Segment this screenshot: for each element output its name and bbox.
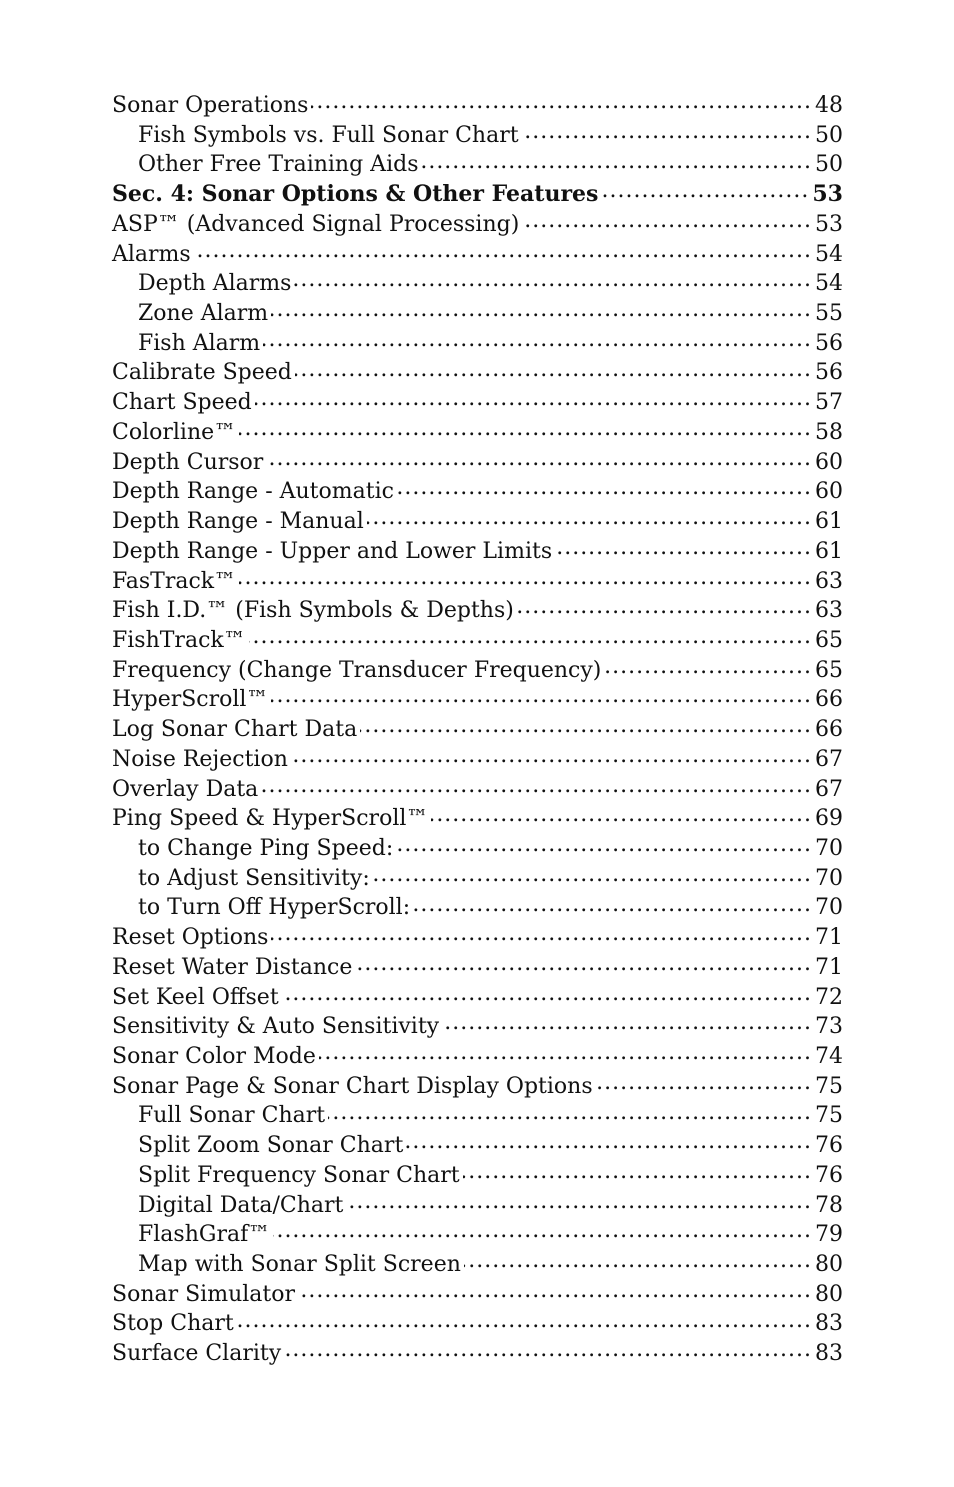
dot-leader [295,357,812,379]
toc-entry[interactable] [112,566,843,596]
toc-entry[interactable] [112,595,843,625]
toc-entry-title: Depth Alarms [138,271,292,297]
toc-entry-page-number: 65 [815,627,843,653]
toc-entry-title: Other Free Training Aids [138,152,419,178]
toc-entry-title: FishTrack™ [112,627,246,653]
toc-entry[interactable] [112,90,843,120]
toc-entry[interactable] [112,476,843,506]
toc-entry[interactable] [112,506,843,536]
toc-entry[interactable] [112,684,843,714]
toc-entry-title: Stop Chart [112,1311,234,1337]
toc-entry-page-number: 65 [815,657,843,683]
toc-entry-title: HyperScroll™ [112,687,269,713]
toc-entry-page-number: 75 [815,1103,843,1129]
dot-leader [464,1249,812,1271]
dot-leader [294,268,812,290]
dot-leader [555,536,812,558]
dot-leader [346,1190,812,1212]
dot-leader [237,1308,812,1330]
toc-entry[interactable] [112,209,843,239]
toc-entry[interactable] [112,536,843,566]
toc-entry-page-number: 53 [812,181,843,208]
toc-entry[interactable] [112,120,843,150]
dot-leader [298,1279,812,1301]
toc-entry[interactable] [112,744,843,774]
toc-entry-title: Depth Range - Manual [112,509,364,535]
toc-entry[interactable] [112,1130,843,1160]
toc-entry[interactable] [112,655,843,685]
toc-entry[interactable] [112,863,843,893]
dot-leader [397,476,812,498]
toc-entry[interactable] [112,268,843,298]
toc-entry-page-number: 61 [815,538,843,564]
toc-entry[interactable] [112,803,843,833]
toc-entry-page-number: 76 [815,1162,843,1188]
toc-entry-title: Zone Alarm [138,301,269,327]
dot-leader [282,982,812,1004]
toc-entry-title: Full Sonar Chart [138,1103,326,1129]
toc-entry-title: Alarms [112,241,191,267]
dot-leader [601,179,809,201]
toc-entry-title: Sensitivity & Auto Sensitivity [112,1014,440,1040]
toc-entry[interactable] [112,982,843,1012]
dot-leader [522,120,812,142]
dot-leader [328,1100,812,1122]
dot-leader [396,833,812,855]
toc-entry[interactable] [112,1249,843,1279]
dot-leader [517,595,812,617]
toc-entry-page-number: 67 [815,746,843,772]
dot-leader [284,1338,812,1360]
dot-leader [406,1130,812,1152]
toc-entry[interactable] [112,1308,843,1338]
toc-section-heading[interactable] [112,179,843,209]
toc-entry-page-number: 57 [815,390,843,416]
dot-leader [360,714,812,736]
toc-entry-title: Digital Data/Chart [138,1192,344,1218]
dot-leader [266,447,812,469]
toc-entry-page-number: 60 [815,449,843,475]
toc-entry-title: ASP™ (Advanced Signal Processing) [112,211,520,237]
toc-entry-title: Reset Options [112,925,269,951]
dot-leader [355,952,812,974]
toc-entry-page-number: 80 [815,1252,843,1278]
dot-leader [271,922,812,944]
dot-leader [413,892,812,914]
dot-leader [522,209,812,231]
toc-entry-page-number: 70 [815,895,843,921]
toc-entry[interactable] [112,357,843,387]
dot-leader [291,744,812,766]
toc-entry-page-number: 73 [815,1014,843,1040]
dot-leader [421,149,812,171]
toc-entry-title: Overlay Data [112,776,259,802]
dot-leader [263,328,812,350]
dot-leader [239,417,812,439]
toc-entry-page-number: 70 [815,835,843,861]
toc-entry-page-number: 58 [815,419,843,445]
toc-entry-title: Log Sonar Chart Data [112,717,358,743]
toc-entry[interactable] [112,922,843,952]
dot-leader [249,625,812,647]
toc-entry-page-number: 70 [815,865,843,891]
toc-entry[interactable] [112,1100,843,1130]
toc-entry-page-number: 56 [815,330,843,356]
toc-entry-title: Split Zoom Sonar Chart [138,1133,404,1159]
toc-entry-page-number: 74 [815,1044,843,1069]
dot-leader [604,655,812,677]
dot-leader [273,1219,812,1241]
toc-entry-title: FasTrack™ [112,568,237,594]
toc-entry[interactable] [112,625,843,655]
toc-entry-title: Chart Speed [112,390,252,416]
toc-entry-page-number: 63 [815,568,843,594]
toc-entry-page-number: 50 [815,152,843,178]
toc-entry-page-number: 55 [815,301,843,327]
toc-entry-title: Reset Water Distance [112,954,353,980]
toc-entry[interactable] [112,447,843,477]
dot-leader [239,566,812,588]
toc-entry-title: Noise Rejection [112,746,288,772]
toc-entry-page-number: 76 [815,1133,843,1159]
toc-entry[interactable] [112,328,843,358]
dot-leader [373,863,812,885]
toc-entry-page-number: 56 [815,360,843,386]
toc-entry-page-number: 66 [815,687,843,713]
dot-leader [271,298,812,320]
toc-entry-page-number: 80 [815,1281,843,1307]
dot-leader [311,90,812,112]
toc-entry-page-number: 50 [815,122,843,148]
toc-entry-page-number: 54 [815,241,843,267]
toc-entry[interactable] [112,833,843,863]
dot-leader [194,239,812,261]
toc-entry-title: Fish Alarm [138,330,261,356]
toc-entry-title: Ping Speed & HyperScroll™ [112,806,429,832]
toc-entry-page-number: 69 [815,806,843,832]
toc-entry[interactable] [112,1041,843,1071]
toc-entry[interactable] [112,1279,843,1309]
toc-entry-title: Colorline™ [112,419,237,445]
toc-entry-title: to Adjust Sensitivity: [138,865,370,891]
toc-entry-title: Set Keel Offset [112,984,279,1010]
toc-entry-title: Sonar Color Mode [112,1044,316,1069]
toc-entry[interactable] [112,1011,843,1041]
toc-entry-page-number: 60 [815,479,843,505]
dot-leader [463,1160,812,1182]
table-of-contents [112,90,843,1368]
toc-entry-title: Fish Symbols vs. Full Sonar Chart [138,122,519,148]
toc-entry-title: Calibrate Speed [112,360,292,386]
toc-entry-title: Map with Sonar Split Screen [138,1252,461,1278]
toc-entry[interactable] [112,1160,843,1190]
dot-leader [442,1011,812,1033]
toc-entry-page-number: 63 [815,598,843,624]
toc-entry-title: Fish I.D.™ (Fish Symbols & Depths) [112,598,514,624]
toc-entry-page-number: 83 [815,1341,843,1367]
toc-entry-title: FlashGraf™ [138,1222,271,1248]
toc-entry[interactable] [112,1190,843,1220]
toc-entry-title: Depth Cursor [112,449,264,475]
toc-entry-title: Sec. 4: Sonar Options & Other Features [112,181,599,208]
toc-entry-title: Frequency (Change Transducer Frequency) [112,657,602,683]
dot-leader [367,506,812,528]
toc-entry[interactable] [112,1338,843,1368]
toc-entry[interactable] [112,952,843,982]
toc-entry[interactable] [112,1071,843,1101]
toc-entry-page-number: 78 [815,1192,843,1218]
toc-entry-title: to Change Ping Speed: [138,835,394,861]
toc-entry[interactable] [112,417,843,447]
toc-entry-page-number: 71 [815,954,843,980]
toc-entry-page-number: 61 [815,509,843,535]
dot-leader [261,774,812,796]
toc-entry-page-number: 72 [815,984,843,1010]
toc-entry[interactable] [112,239,843,269]
toc-entry-page-number: 48 [815,93,843,118]
toc-entry-page-number: 75 [815,1073,843,1099]
dot-leader [431,803,812,825]
toc-entry-title: to Turn Off HyperScroll: [138,895,411,921]
dot-leader [255,387,812,409]
toc-entry-title: Depth Range - Upper and Lower Limits [112,538,553,564]
toc-entry-title: Depth Range - Automatic [112,479,394,505]
toc-entry[interactable] [112,298,843,328]
dot-leader [596,1071,812,1093]
toc-entry[interactable] [112,714,843,744]
toc-entry[interactable] [112,149,843,179]
toc-entry-title: Surface Clarity [112,1341,282,1367]
toc-entry[interactable] [112,387,843,417]
toc-entry-page-number: 53 [815,211,843,237]
toc-entry-page-number: 54 [815,271,843,297]
toc-entry-page-number: 67 [815,776,843,802]
toc-entry[interactable] [112,774,843,804]
toc-entry-title: Sonar Simulator [112,1281,296,1307]
toc-entry-page-number: 79 [815,1222,843,1248]
toc-entry[interactable] [112,892,843,922]
toc-entry-page-number: 66 [815,717,843,743]
toc-entry-title: Sonar Operations [112,93,309,118]
toc-entry-title: Split Frequency Sonar Chart [138,1162,460,1188]
dot-leader [271,684,812,706]
dot-leader [319,1041,812,1063]
toc-entry-title: Sonar Page & Sonar Chart Display Options [112,1073,593,1099]
toc-entry-page-number: 83 [815,1311,843,1337]
toc-entry[interactable] [112,1219,843,1249]
toc-entry-page-number: 71 [815,925,843,951]
